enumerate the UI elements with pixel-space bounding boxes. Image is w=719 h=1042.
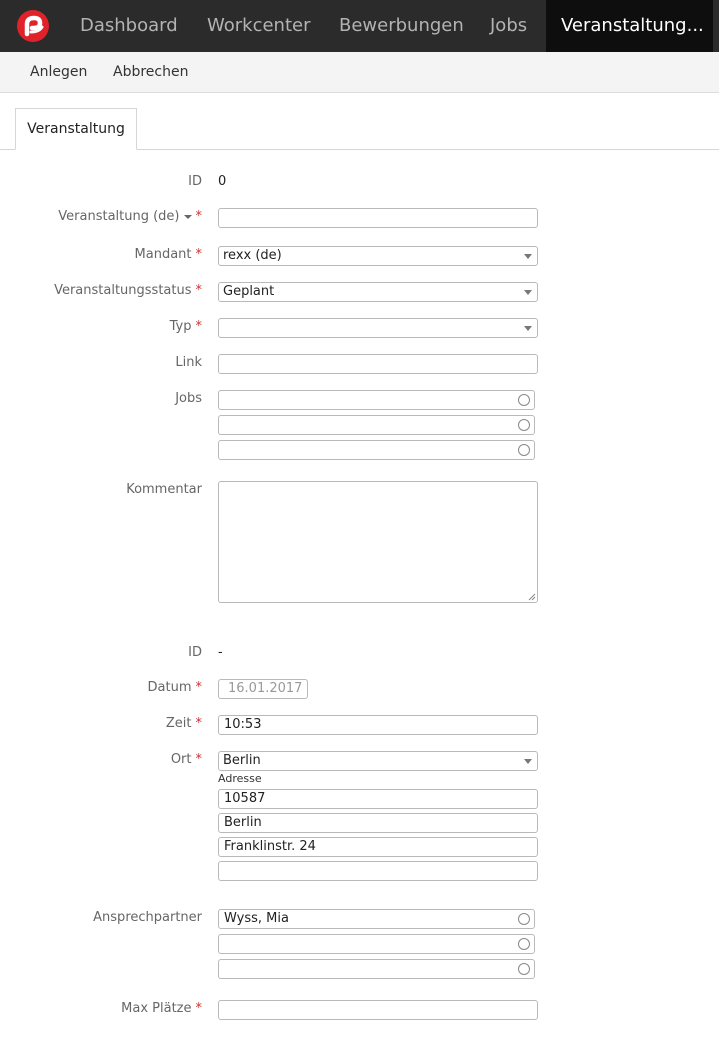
lookup-circle-icon[interactable]	[518, 419, 530, 431]
nav-veranstaltung[interactable]: Veranstaltung...	[546, 0, 713, 52]
place-label: Ort *	[170, 752, 202, 767]
lookup-circle-icon[interactable]	[518, 938, 530, 950]
nav-jobs[interactable]: Jobs	[490, 15, 528, 36]
rexx-logo-icon[interactable]	[17, 10, 49, 42]
date-label: Datum *	[147, 680, 202, 695]
top-navigation	[0, 0, 719, 52]
resize-handle-icon[interactable]	[528, 593, 536, 601]
contact-label: Ansprechpartner	[93, 910, 202, 925]
max-places-input[interactable]	[218, 1000, 538, 1020]
link-label: Link	[175, 355, 202, 370]
address-city-input[interactable]: Berlin	[218, 813, 538, 833]
event-label: Veranstaltung (de) *	[58, 209, 202, 224]
chevron-down-icon	[524, 326, 532, 331]
nav-bewerbungen[interactable]: Bewerbungen	[339, 15, 464, 36]
address-label: Adresse	[218, 772, 262, 785]
lookup-circle-icon[interactable]	[518, 444, 530, 456]
place-select[interactable]: Berlin	[218, 751, 538, 771]
id-label: ID	[188, 174, 202, 189]
type-label: Typ *	[169, 319, 202, 334]
status-label: Veranstaltungsstatus *	[54, 283, 202, 298]
lookup-circle-icon[interactable]	[518, 913, 530, 925]
contact-lookup-input[interactable]	[218, 959, 535, 979]
address-zip-input[interactable]: 10587	[218, 789, 538, 809]
date-id-label: ID	[188, 645, 202, 660]
client-label: Mandant *	[134, 247, 202, 262]
client-select[interactable]: rexx (de)	[218, 246, 538, 266]
status-select[interactable]: Geplant	[218, 282, 538, 302]
address-extra-input[interactable]	[218, 861, 538, 881]
type-select[interactable]	[218, 318, 538, 338]
time-label: Zeit *	[165, 716, 202, 731]
contact-lookup-input[interactable]	[218, 934, 535, 954]
job-lookup-input[interactable]	[218, 415, 535, 435]
create-button[interactable]: Anlegen	[30, 64, 88, 80]
lookup-circle-icon[interactable]	[518, 394, 530, 406]
jobs-label: Jobs	[175, 391, 202, 406]
nav-workcenter[interactable]: Workcenter	[207, 15, 311, 36]
time-input[interactable]: 10:53	[218, 715, 538, 735]
chevron-down-icon	[524, 254, 532, 259]
contact-lookup-input[interactable]: Wyss, Mia	[218, 909, 535, 929]
date-input[interactable]: 16.01.2017	[218, 679, 308, 699]
language-caret-icon[interactable]	[184, 215, 192, 219]
comment-label: Kommentar	[126, 482, 202, 497]
lookup-circle-icon[interactable]	[518, 963, 530, 975]
id-value: 0	[218, 174, 227, 189]
max-places-label: Max Plätze *	[121, 1001, 202, 1016]
event-name-input[interactable]	[218, 208, 538, 228]
action-bar	[0, 52, 719, 93]
address-street-input[interactable]: Franklinstr. 24	[218, 837, 538, 857]
cancel-button[interactable]: Abbrechen	[113, 64, 189, 80]
job-lookup-input[interactable]	[218, 440, 535, 460]
link-input[interactable]	[218, 354, 538, 374]
chevron-down-icon	[524, 290, 532, 295]
chevron-down-icon	[524, 759, 532, 764]
nav-dashboard[interactable]: Dashboard	[80, 15, 178, 36]
date-id-value: -	[218, 645, 223, 660]
comment-textarea[interactable]	[218, 481, 538, 603]
job-lookup-input[interactable]	[218, 390, 535, 410]
tab-veranstaltung[interactable]: Veranstaltung	[15, 108, 137, 150]
